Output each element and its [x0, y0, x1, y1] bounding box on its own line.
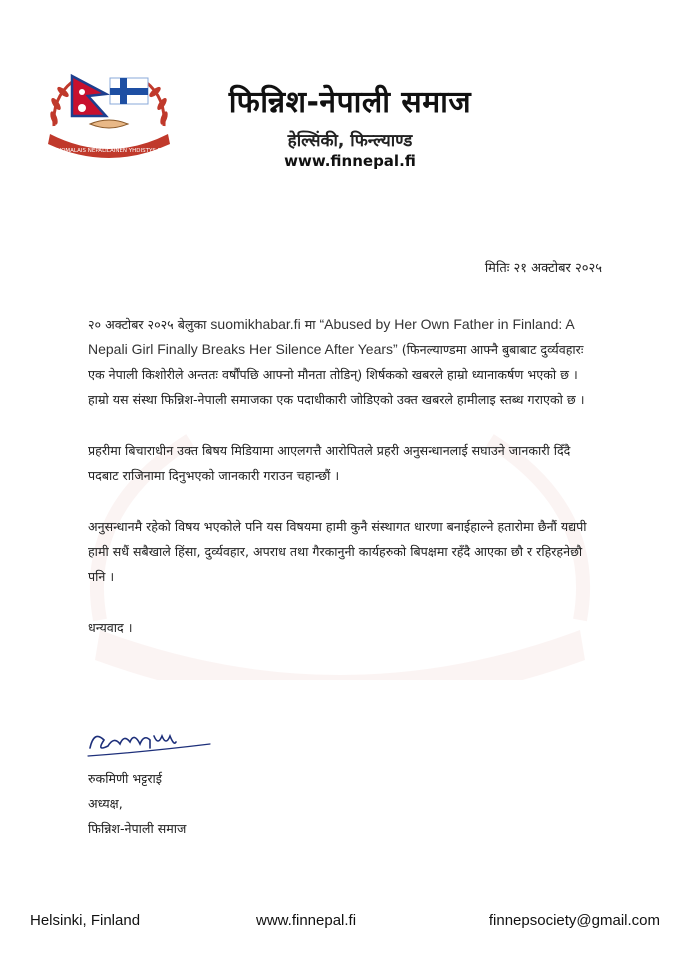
p1-intro: २० अक्टोबर २०२५ बेलुका	[88, 317, 211, 332]
paragraph-stance: अनुसन्धानमै रहेको विषय भएकोले पनि यस विषयमा हामी कुनै संस्थागत धारणा बनाईहाल्ने हतारोमा छैनौं यद्यपी हामी सधैं सबैखाले हिंसा, दुर्व्यवहार, अपराध तथा गैरकानुनी कार्यहरुको बिपक्षमा रहँदै आएका छौ र रहिरहनेछौ पनि ।	[88, 519, 587, 584]
news-headline: “Abused by Her Own Father in Finland: A Nepali Girl Finally Breaks Her Silence After Years”	[88, 316, 574, 357]
org-website: www.finnepal.fi	[284, 152, 416, 170]
footer-website-link[interactable]: www.finnepal.fi	[256, 912, 357, 929]
signatory-org: फिन्निश-नेपाली समाज	[88, 821, 187, 836]
footer-email-link[interactable]: finnepsociety@gmail.com	[488, 912, 660, 929]
org-name-heading: फिन्निश-नेपाली समाज	[228, 85, 472, 120]
letter-date: मितिः २१ अक्टोबर २०२५	[484, 261, 602, 276]
paragraph-news-reference	[88, 312, 598, 412]
org-city: हेल्सिंकी, फिन्ल्याण्ड	[287, 131, 413, 151]
signature-block	[88, 766, 186, 841]
footer-location: Helsinki, Finland	[30, 912, 141, 929]
letter-body	[88, 312, 598, 666]
closing-thanks: धन्यवाद ।	[88, 620, 133, 635]
p1-ma: मा	[300, 317, 320, 332]
signatory-name: रुकमिणी भट्टराई	[88, 771, 162, 786]
signatory-role: अध्यक्ष,	[88, 796, 123, 811]
logo-ribbon-text: SUOMALAIS NEPALILAINEN YHDISTYS RY	[53, 148, 165, 154]
news-site-name: suomikhabar.fi	[210, 316, 301, 332]
society-emblem-logo	[44, 68, 174, 168]
handwritten-signature	[84, 722, 214, 762]
paragraph-resignation: प्रहरीमा बिचाराधीन उक्त बिषय मिडियामा आएलगत्तै आरोपितले प्रहरी अनुसन्धानलाई सघाउने जानकारी दिँदै पदबाट राजिनामा दिनुभएको जानकारी गराउन चहान्छौं ।	[88, 443, 571, 483]
letter-footer	[0, 912, 690, 936]
letterhead	[0, 0, 690, 190]
p1-rest: (फिनल्याण्डमा आफ्नै बुबाबाट दुर्व्यवहारः एक नेपाली किशोरीले अन्ततः वर्षौंपछि आफ्नो मौनता तोडिन्) शिर्षकको खबरले हाम्रो ध्यानाकर्षण भएको छ । हाम्रो यस संस्था फिन्निश-नेपाली समाजका एक पदाधीकारी जोडिएको उक्त खबरले हामीलाइ स्तब्ध गराएको छ ।	[88, 342, 585, 407]
